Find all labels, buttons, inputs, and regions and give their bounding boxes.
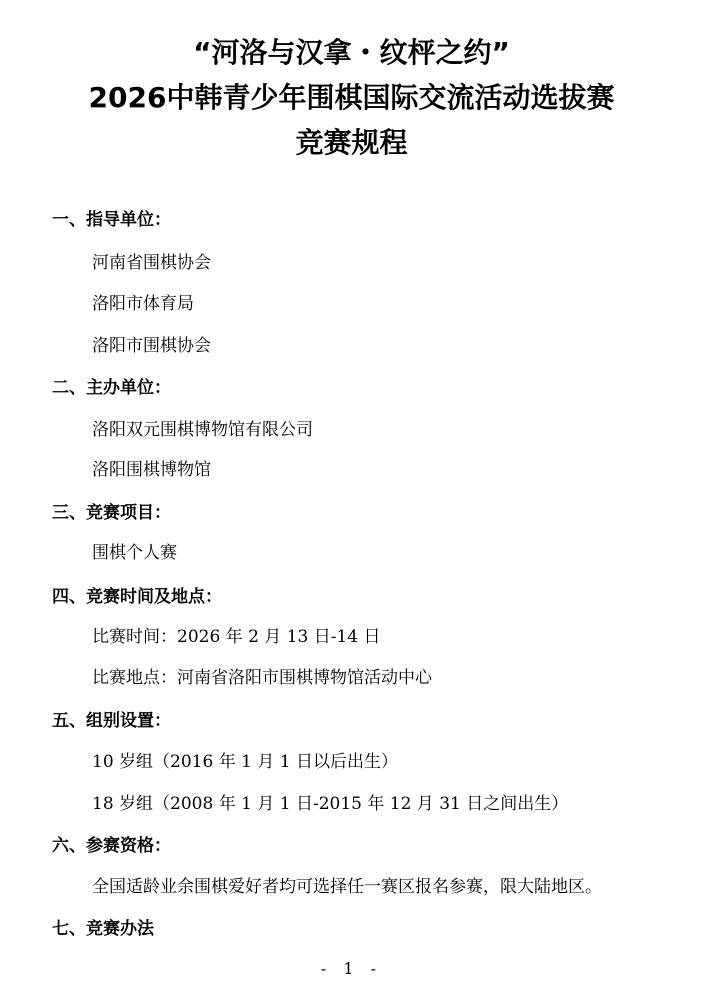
document-title	[0, 30, 703, 165]
section-heading-time-location: 四、竞赛时间及地点：	[52, 587, 222, 607]
group-10: 10 岁组（2016 年 1 月 1 日以后出生）	[92, 752, 398, 772]
eligibility-text: 全国适龄业余围棋爱好者均可选择任一赛区报名参赛，限大陆地区。	[92, 877, 602, 897]
guidance-unit-3: 洛阳市围棋协会	[92, 336, 211, 356]
guidance-unit-1: 河南省围棋协会	[92, 253, 211, 273]
organizer-1: 洛阳双元围棋博物馆有限公司	[92, 420, 313, 440]
section-heading-competition-method: 七、竞赛办法	[52, 919, 154, 939]
match-location: 比赛地点：河南省洛阳市围棋博物馆活动中心	[92, 668, 432, 688]
organizer-2: 洛阳围棋博物馆	[92, 460, 211, 480]
group-18: 18 岁组（2008 年 1 月 1 日-2015 年 12 月 31 日之间出生）	[92, 794, 569, 814]
page-number: - 1 -	[320, 959, 383, 978]
section-heading-eligibility: 六、参赛资格：	[52, 836, 171, 856]
section-heading-groups: 五、组别设置：	[52, 711, 171, 731]
event-item: 围棋个人赛	[92, 543, 177, 563]
section-heading-event: 三、竞赛项目：	[52, 503, 171, 523]
title-line-2: 2026中韩青少年围棋国际交流活动选拔赛	[88, 81, 615, 114]
title-line-1: “河洛与汉拿・纹枰之约”	[193, 36, 510, 69]
match-time: 比赛时间：2026 年 2 月 13 日-14 日	[92, 627, 381, 647]
title-line-3: 竞赛规程	[295, 126, 408, 159]
guidance-unit-2: 洛阳市体育局	[92, 294, 194, 314]
section-heading-organizer: 二、主办单位：	[52, 378, 171, 398]
section-heading-guidance: 一、指导单位：	[52, 210, 171, 230]
